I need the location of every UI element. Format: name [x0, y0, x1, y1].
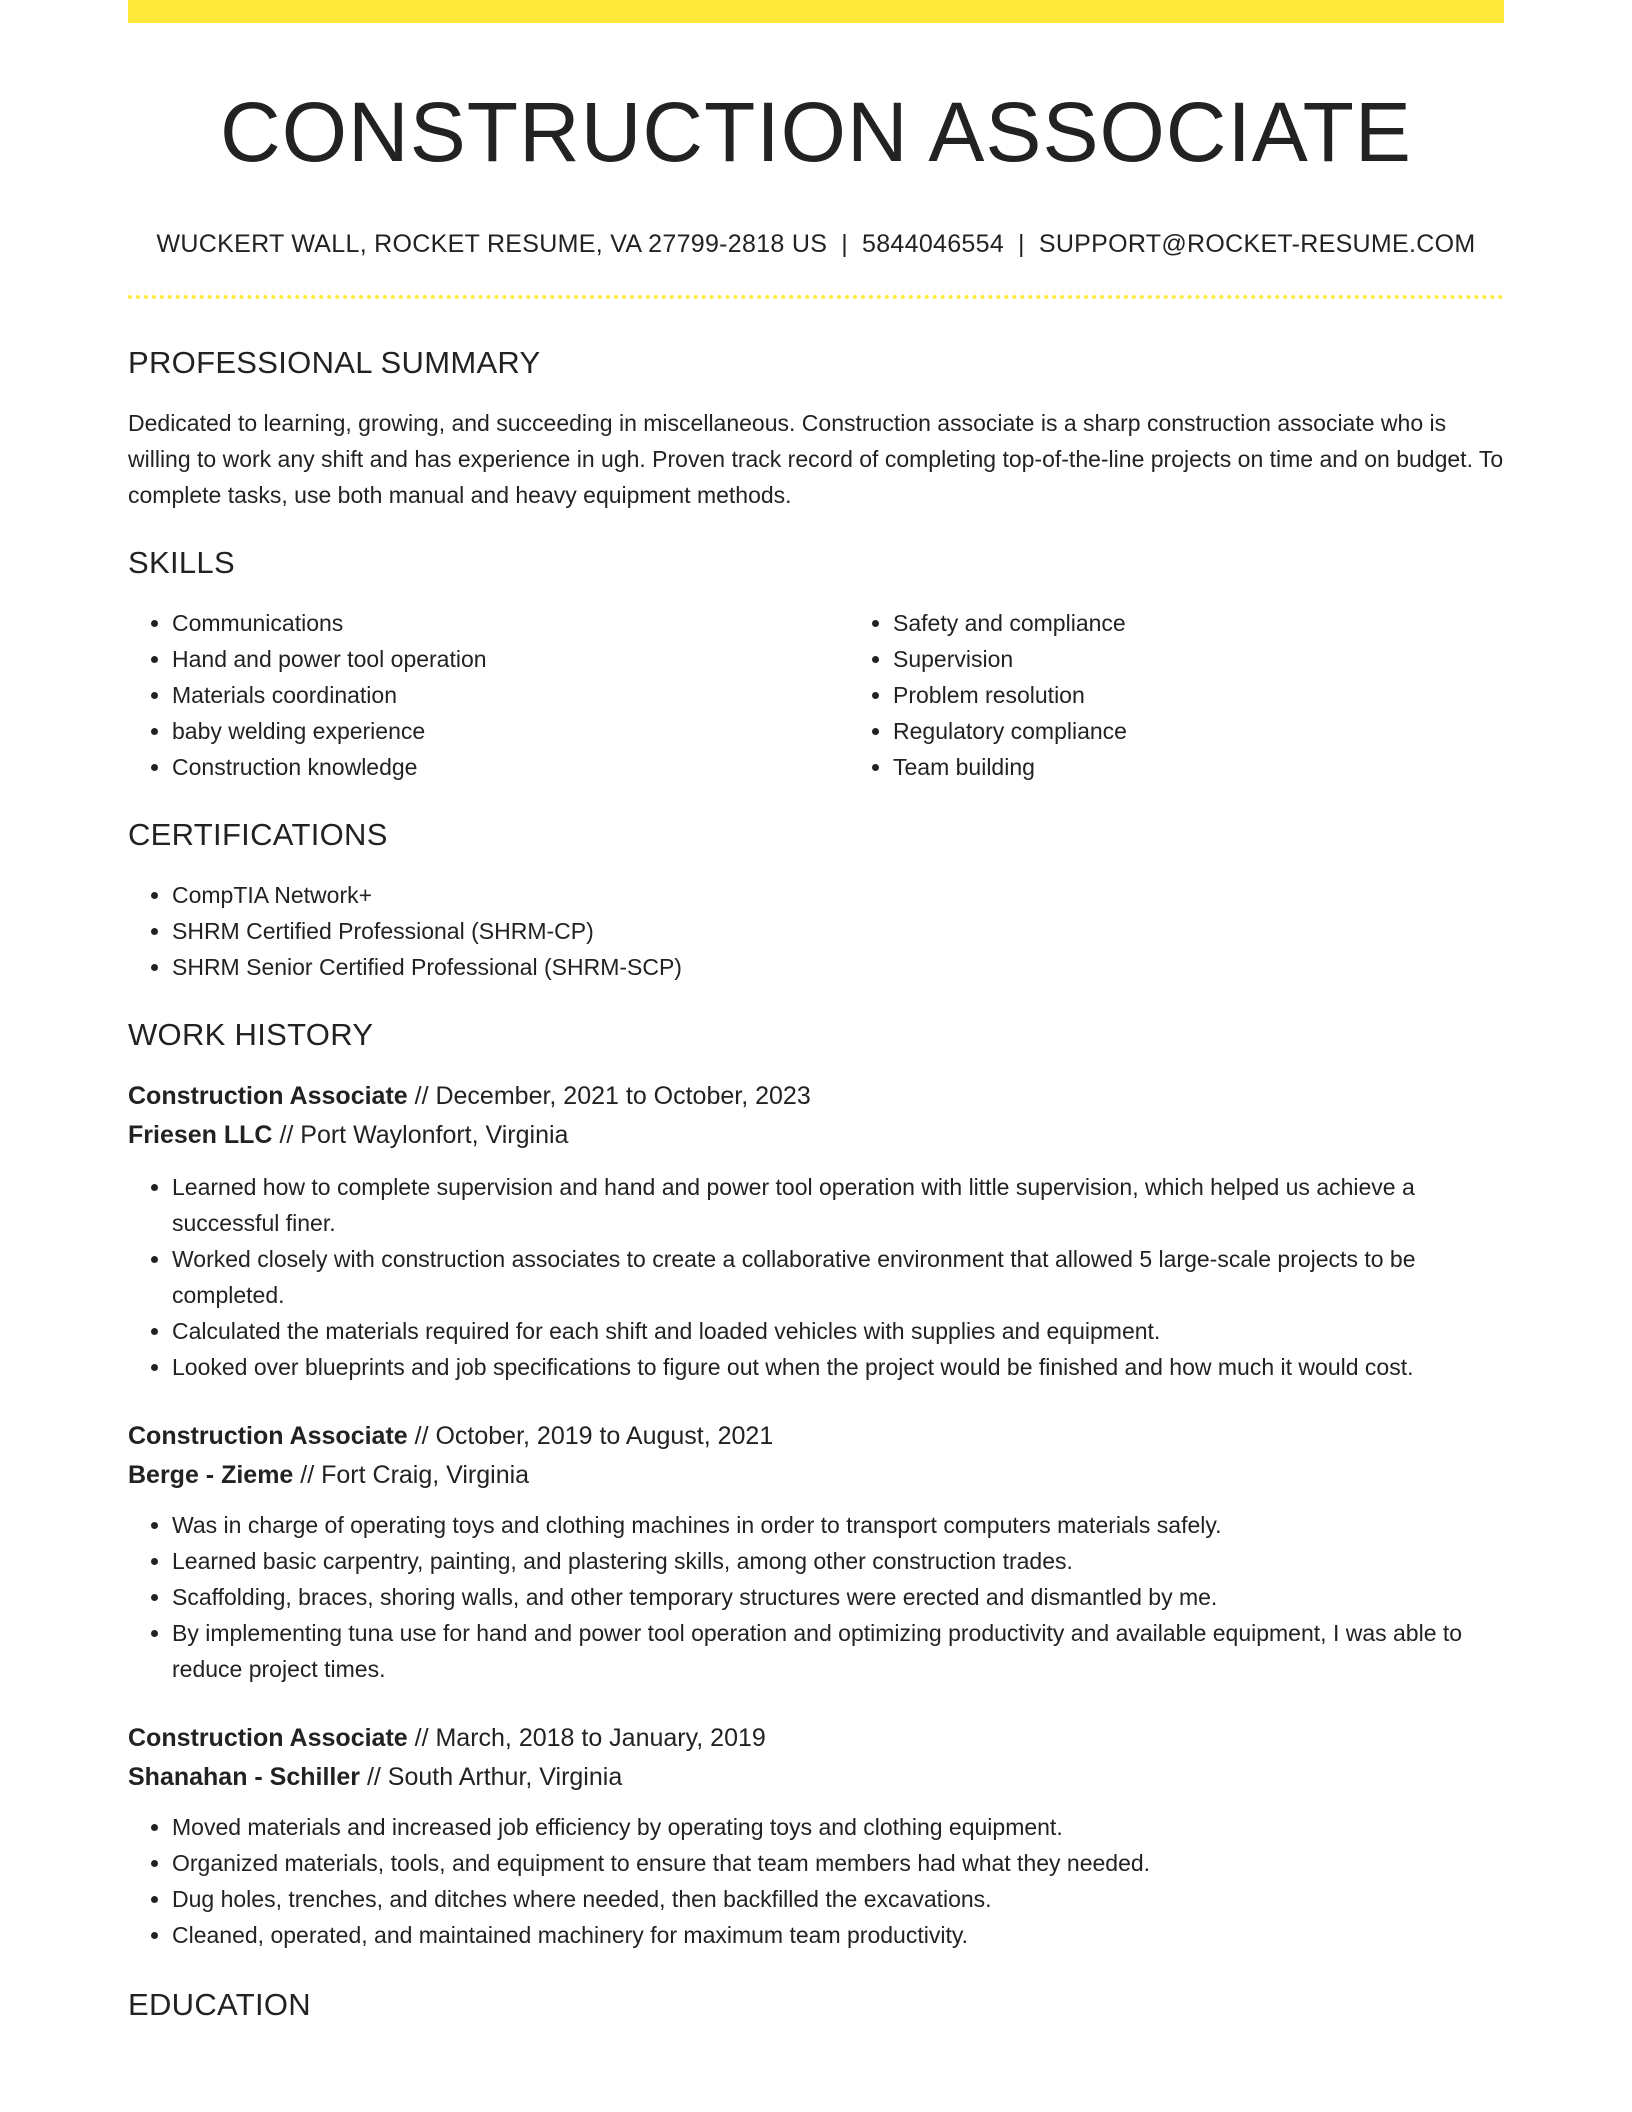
contact-email[interactable]: SUPPORT@ROCKET-RESUME.COM — [1038, 230, 1476, 259]
job-entry — [128, 1417, 1504, 1687]
work-history-heading: WORK HISTORY — [128, 1017, 374, 1053]
contact-phone[interactable]: 5844046554 — [862, 230, 1005, 259]
skills-list — [128, 605, 1504, 785]
skills-column-left — [128, 605, 849, 785]
job-entry — [128, 1077, 1504, 1385]
job-bullet: • Worked closely with construction associates to create a collaborative environment that allowed 5 large-scale projects to be completed. — [172, 1241, 1504, 1313]
job-bullet: • Scaffolding, braces, shoring walls, and other temporary structures were erected and dismantled by me. — [172, 1579, 1504, 1615]
job-location: // Port Waylonfort, Virginia — [279, 1121, 569, 1150]
job-bullets — [128, 1507, 1504, 1687]
skill-item: • Construction knowledge — [172, 749, 849, 785]
job-role: Construction Associate — [128, 1082, 408, 1111]
job-company-line — [128, 1116, 1504, 1155]
education-heading: EDUCATION — [128, 1987, 311, 2023]
job-title-line — [128, 1417, 1504, 1456]
job-dates: // October, 2019 to August, 2021 — [414, 1422, 774, 1451]
job-company-line — [128, 1758, 1504, 1797]
summary-text: Dedicated to learning, growing, and succeeding in miscellaneous. Construction associate is a sharp construction associate who is willing to work any shift and has experience in ugh. Proven track record of completing top-of-the-line projects on time and on budget. To complete tasks, use both manual and heavy equipment methods. — [128, 410, 1504, 509]
job-company-line — [128, 1456, 1504, 1495]
skill-item: • Supervision — [893, 641, 1570, 677]
job-bullet: • Organized materials, tools, and equipment to ensure that team members had what they needed. — [172, 1845, 1504, 1881]
job-bullet: • Learned basic carpentry, painting, and plastering skills, among other construction trades. — [172, 1543, 1504, 1579]
contact-separator: | — [841, 230, 848, 259]
job-bullet: • By implementing tuna use for hand and power tool operation and optimizing productivity and available equipment, I was able to reduce project times. — [172, 1615, 1504, 1687]
job-bullets — [128, 1169, 1504, 1385]
certification-item: • CompTIA Network+ — [172, 877, 1504, 913]
job-dates: // December, 2021 to October, 2023 — [414, 1082, 811, 1111]
job-title-line — [128, 1719, 1504, 1758]
job-dates: // March, 2018 to January, 2019 — [414, 1724, 766, 1753]
job-bullet: • Cleaned, operated, and maintained machinery for maximum team productivity. — [172, 1917, 1504, 1953]
job-bullet: • Dug holes, trenches, and ditches where needed, then backfilled the excavations. — [172, 1881, 1504, 1917]
job-bullet: • Learned how to complete supervision and hand and power tool operation with little supervision, which helped us achieve a successful finer. — [172, 1169, 1504, 1241]
certification-item: • SHRM Senior Certified Professional (SHRM-SCP) — [172, 949, 1504, 985]
job-title-line — [128, 1077, 1504, 1116]
job-entry — [128, 1719, 1504, 1953]
job-company: Shanahan - Schiller — [128, 1763, 361, 1792]
job-company: Berge - Zieme — [128, 1461, 294, 1490]
job-role: Construction Associate — [128, 1422, 408, 1451]
job-location: // South Arthur, Virginia — [366, 1763, 623, 1792]
certifications-list — [128, 877, 1504, 985]
dotted-divider — [128, 295, 1504, 299]
job-role: Construction Associate — [128, 1724, 408, 1753]
job-bullet: • Was in charge of operating toys and clothing machines in order to transport computers materials safely. — [172, 1507, 1504, 1543]
certification-item: • SHRM Certified Professional (SHRM-CP) — [172, 913, 1504, 949]
skill-item: • Materials coordination — [172, 677, 849, 713]
top-accent-bar — [128, 0, 1504, 23]
skill-item: • Communications — [172, 605, 849, 641]
summary-heading: PROFESSIONAL SUMMARY — [128, 345, 541, 381]
skill-item: • Team building — [893, 749, 1570, 785]
contact-address: WUCKERT WALL, ROCKET RESUME, VA 27799-2818 US — [156, 230, 828, 259]
skill-item: • Safety and compliance — [893, 605, 1570, 641]
job-location: // Fort Craig, Virginia — [300, 1461, 530, 1490]
certifications-heading: CERTIFICATIONS — [128, 817, 388, 853]
resume-page — [128, 0, 1504, 2023]
skills-heading: SKILLS — [128, 545, 235, 581]
skills-column-right — [849, 605, 1570, 785]
skill-item: • Regulatory compliance — [893, 713, 1570, 749]
skill-item: • Hand and power tool operation — [172, 641, 849, 677]
contact-line — [128, 230, 1504, 259]
job-bullet: • Moved materials and increased job efficiency by operating toys and clothing equipment. — [172, 1809, 1504, 1845]
skill-item: • Problem resolution — [893, 677, 1570, 713]
skill-item: • baby welding experience — [172, 713, 849, 749]
job-bullet: • Calculated the materials required for each shift and loaded vehicles with supplies and equipment. — [172, 1313, 1504, 1349]
job-bullet: • Looked over blueprints and job specifications to figure out when the project would be finished and how much it would cost. — [172, 1349, 1504, 1385]
job-bullets — [128, 1809, 1504, 1953]
resume-name: CONSTRUCTION ASSOCIATE — [220, 85, 1412, 179]
job-company: Friesen LLC — [128, 1121, 273, 1150]
contact-separator: | — [1018, 230, 1025, 259]
